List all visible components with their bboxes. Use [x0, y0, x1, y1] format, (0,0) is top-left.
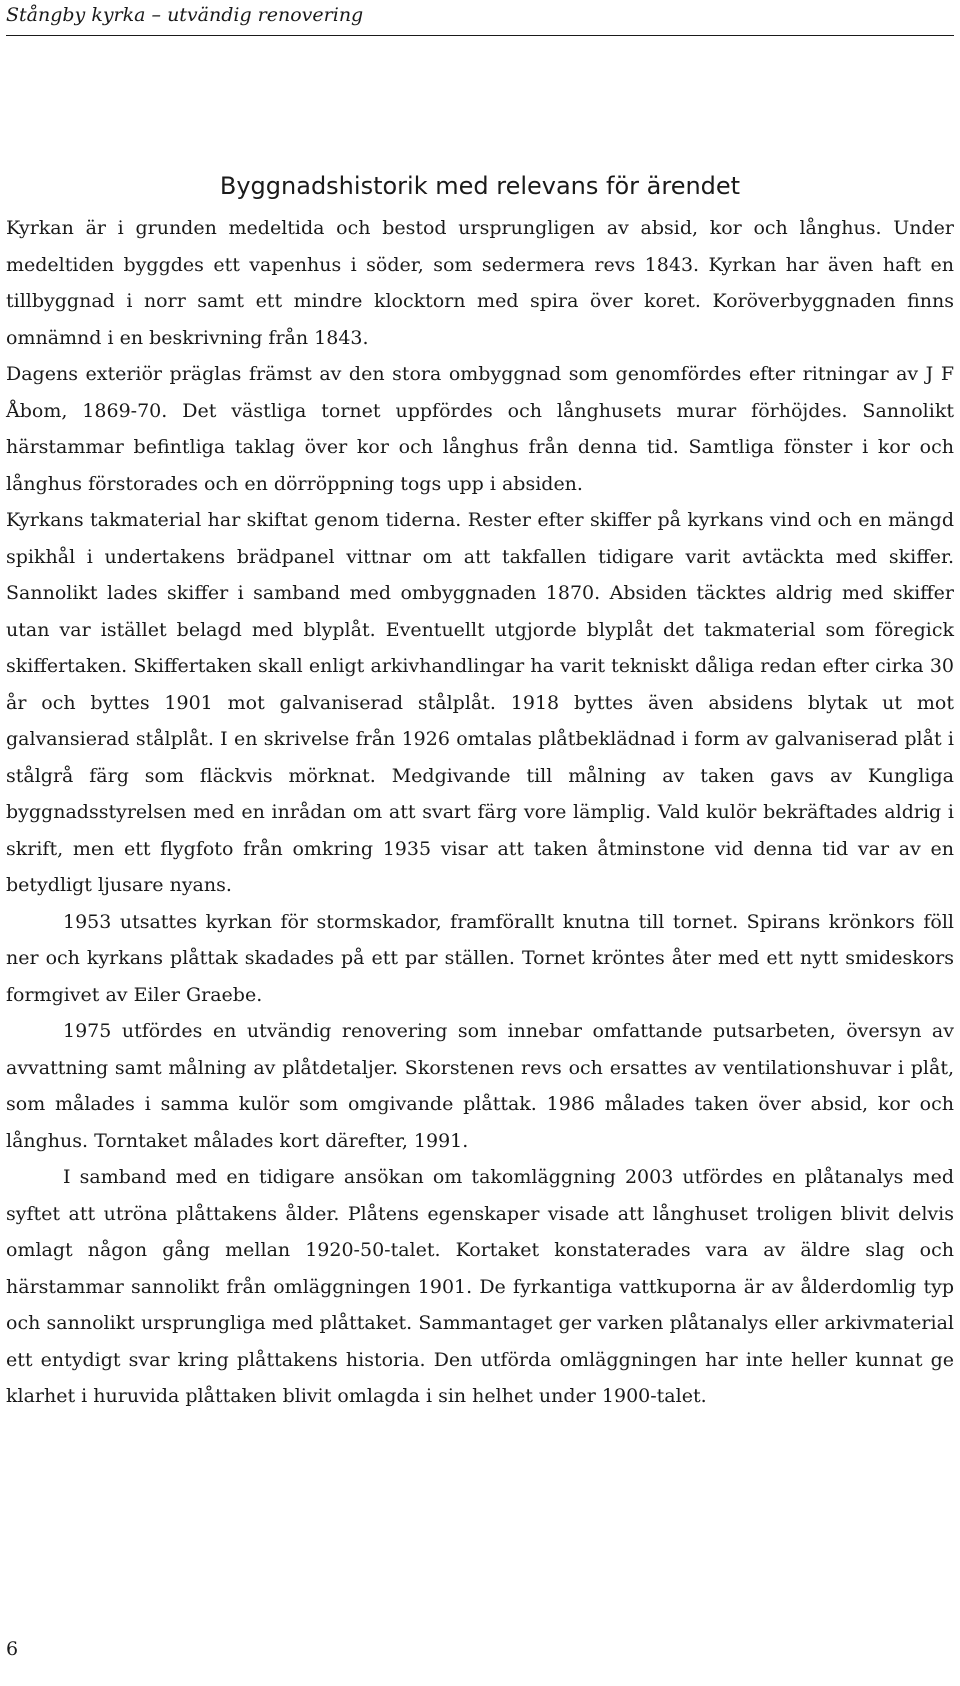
paragraph-roof-materials: Kyrkans takmaterial har skiftat genom tiderna. Rester efter skiffer på kyrkans vind och en mängd spikhål i undertakens brädpanel vittnar om att takfallen tidigare varit avtäckta med skiffer. Sannolikt lades skiffer i samband med ombyggnaden 1870. Absiden täcktes aldrig med skiffer utan var istället belagd med blyplåt. Eventuellt utgjorde blyplåt det takmaterial som föregick skiffertaken. Skiffertaken skall enligt arkivhandlingar ha varit tekniskt dåliga redan efter cirka 30 år och byttes 1901 mot galvaniserad stålplåt. 1918 byttes även absidens blytak ut mot galvansierad stålplåt. I en skrivelse från 1926 omtalas plåtbeklädnad i form av galvaniserad plåt i stålgrå färg som fläckvis mörknat. Medgivande till målning av taken gavs av Kungliga byggnadsstyrelsen med en inrådan om att svart färg vore lämplig. Vald kulör bekräftades aldrig i skrift, men ett flygfoto från omkring 1935 visar att taken åtminstone vid denna tid var av en betydligt ljusare nyans.	[6, 509, 954, 896]
section-heading: Byggnadshistorik med relevans för ärendet	[219, 172, 741, 200]
paragraph-storm-1953: 1953 utsattes kyrkan för stormskador, framförallt knutna till tornet. Spirans krönkors föll ner och kyrkans plåttak skadades på ett par ställen. Tornet kröntes åter med ett nytt smideskors formgivet av Eiler Graebe.	[6, 910, 954, 1006]
running-header-title: Stångby kyrka – utvändig renovering	[6, 4, 364, 26]
page-number: 6	[6, 1638, 19, 1660]
paragraph-abom-rebuild: Dagens exteriör präglas främst av den stora ombyggnad som genomfördes efter ritningar av J F Åbom, 1869-70. Det västliga tornet uppfördes och långhusets murar förhöjdes. Sannolikt härstammar befintliga taklag över kor och långhus från denna tid. Samtliga fönster i kor och långhus förstorades och en dörröppning togs upp i absiden.	[6, 363, 954, 495]
paragraph-renovation-1975: 1975 utfördes en utvändig renovering som innebar omfattande putsarbeten, översyn av avvattning samt målning av plåtdetaljer. Skorstenen revs och ersattes av ventilationshuvar i plåt, som målades i samma kulör som omgivande plåttak. 1986 målades taken över absid, kor och långhus. Torntaket målades kort därefter, 1991.	[6, 1020, 954, 1152]
body-text	[6, 210, 954, 1415]
paragraph-plate-analysis-2003: I samband med en tidigare ansökan om takomläggning 2003 utfördes en plåtanalys med syftet att utröna plåttakens ålder. Plåtens egenskaper visade att långhuset troligen blivit delvis omlagt någon gång mellan 1920-50-talet. Kortaket konstaterades vara av äldre slag och härstammar sannolikt från omläggningen 1901. De fyrkantiga vattkuporna är av ålderdomlig typ och sannolikt ursprungliga med plåttaket. Sammantaget ger varken plåtanalys eller arkivmaterial ett entydigt svar kring plåttakens historia. Den utförda omläggningen har inte heller kunnat ge klarhet i huruvida plåttaken blivit omlagda i sin helhet under 1900-talet.	[6, 1166, 954, 1407]
header-divider	[6, 35, 954, 36]
paragraph-medieval-history: Kyrkan är i grunden medeltida och bestod ursprungligen av absid, kor och långhus. Under medeltiden byggdes ett vapenhus i söder, som sedermera revs 1843. Kyrkan har även haft en tillbyggnad i norr samt ett mindre klocktorn med spira över koret. Koröverbyggnaden finns omnämnd i en beskrivning från 1843.	[6, 217, 954, 349]
